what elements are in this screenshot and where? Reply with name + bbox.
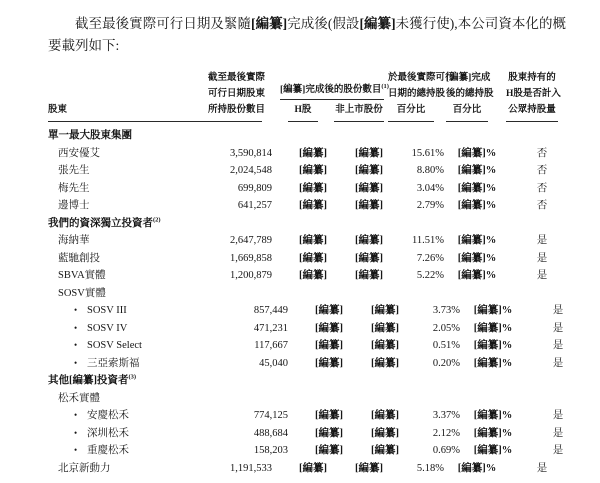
redacted-token: [編纂] <box>251 16 288 31</box>
header-line: 股東持有的 <box>508 73 556 83</box>
shares-held-cell: 2,647,789 <box>230 235 272 246</box>
shareholder-name-cell <box>48 180 218 198</box>
shareholder-name-cell <box>48 267 218 285</box>
table-row <box>48 197 588 215</box>
table-row <box>48 372 588 390</box>
table-row <box>48 337 588 355</box>
shareholder-name: 梅先生 <box>58 182 90 194</box>
header-group-text: [編纂]完成後的股份數目 <box>280 85 382 95</box>
table-row <box>48 460 588 478</box>
header-pct-after <box>446 70 494 122</box>
h-shares-cell: [編纂] <box>299 165 327 176</box>
unlisted-shares-cell: [編纂] <box>355 270 383 281</box>
pct-now-cell: 11.51% <box>412 235 444 246</box>
table-row <box>48 390 588 408</box>
header-unlisted-shares: 非上市股份 <box>334 102 384 122</box>
h-shares-cell: [編纂] <box>315 340 343 351</box>
unlisted-shares-cell: [編纂] <box>355 462 383 474</box>
pct-now-cell: 3.37% <box>432 410 460 421</box>
public-float-cell: 是 <box>552 410 564 421</box>
table-row <box>48 425 588 443</box>
pct-now-cell: 5.18% <box>416 462 444 474</box>
bullet-icon: • <box>74 357 78 368</box>
header-subcolumns <box>280 100 384 122</box>
h-shares-cell: [編纂] <box>315 445 343 456</box>
shareholder-name: 重慶松禾 <box>87 445 129 456</box>
public-float-cell: 是 <box>552 305 564 316</box>
public-float-cell: 是 <box>536 462 548 474</box>
unlisted-shares-cell: [編纂] <box>355 252 383 264</box>
redacted-token: [編纂] <box>359 16 396 31</box>
shares-held-cell: 2,024,548 <box>230 165 272 176</box>
header-shares-held <box>208 70 266 122</box>
shareholder-name-cell <box>48 320 234 338</box>
table-header <box>48 70 588 122</box>
shareholder-name-cell <box>48 390 218 408</box>
bullet-icon: • <box>74 340 78 350</box>
header-line: 所持股份數目 <box>208 105 266 115</box>
unlisted-shares-cell: [編纂] <box>371 410 399 421</box>
h-shares-cell: [編纂] <box>299 270 327 281</box>
pct-after-cell: [編纂]% <box>473 410 513 421</box>
unlisted-shares-cell: [編纂] <box>355 147 383 159</box>
h-shares-cell: [編纂] <box>299 252 327 264</box>
pct-after-cell: [編纂]% <box>457 147 497 159</box>
shareholder-name: 深圳松禾 <box>87 427 129 439</box>
table-row <box>48 355 588 373</box>
public-float-cell: 是 <box>536 235 548 246</box>
shareholder-name: SOSV Select <box>87 340 142 351</box>
shareholder-name-cell <box>48 145 218 163</box>
shareholder-name-cell <box>48 425 234 443</box>
pct-after-cell: [編纂]% <box>473 427 513 439</box>
intro-paragraph <box>48 13 566 56</box>
shareholder-name-cell <box>48 407 234 425</box>
table-row <box>48 442 588 460</box>
shareholder-name-cell <box>48 162 218 180</box>
pct-after-cell: [編纂]% <box>473 340 513 351</box>
header-line: 可行日期股東 <box>208 89 266 99</box>
header-public-float <box>506 70 561 122</box>
pct-now-cell: 0.20% <box>432 357 460 369</box>
shares-held-cell: 45,040 <box>259 357 288 369</box>
header-line: H股是否計入 <box>506 89 561 99</box>
pct-now-cell: 2.05% <box>432 322 460 334</box>
footnote-marker: (3) <box>128 373 137 381</box>
shareholder-name-cell <box>48 232 218 250</box>
pct-now-cell: 0.51% <box>432 340 460 351</box>
header-h-shares: H股 <box>288 102 318 122</box>
public-float-cell: 是 <box>536 270 548 281</box>
bullet-icon: • <box>74 322 78 333</box>
unlisted-shares-cell: [編纂] <box>371 357 399 369</box>
public-float-cell: 是 <box>552 445 564 456</box>
header-line: 截至最後實際 <box>208 73 266 83</box>
unlisted-shares-cell: [編纂] <box>371 445 399 456</box>
table-row <box>48 302 588 320</box>
pct-now-cell: 3.73% <box>432 305 460 316</box>
pct-now-cell: 2.12% <box>432 427 460 439</box>
bullet-icon: • <box>74 427 78 438</box>
shareholder-name: 安慶松禾 <box>87 410 129 421</box>
h-shares-cell: [編纂] <box>299 462 327 474</box>
h-shares-cell: [編纂] <box>315 305 343 316</box>
header-line: 百分比 <box>452 105 482 115</box>
header-line: 公眾持股量 <box>508 105 556 115</box>
header-group-label <box>280 82 389 100</box>
shares-held-cell: 488,684 <box>253 427 288 439</box>
table-row <box>48 162 588 180</box>
unlisted-shares-cell: [編纂] <box>355 200 383 211</box>
shares-held-cell: 117,667 <box>254 340 288 351</box>
shareholder-name: SOSV IV <box>87 322 128 334</box>
shareholder-name: 張先生 <box>58 165 90 176</box>
pct-after-cell: [編纂]% <box>473 305 513 316</box>
unlisted-shares-cell: [編纂] <box>371 340 399 351</box>
h-shares-cell: [編纂] <box>299 147 327 159</box>
header-pct-now <box>388 70 455 122</box>
pct-after-cell: [編纂]% <box>457 165 497 176</box>
h-shares-cell: [編纂] <box>315 357 343 369</box>
shareholder-name: 松禾實體 <box>58 392 100 404</box>
shares-held-cell: 3,590,814 <box>230 147 272 159</box>
table-row <box>48 232 588 250</box>
shareholder-name: SOSV實體 <box>58 287 106 299</box>
unlisted-shares-cell: [編纂] <box>355 165 383 176</box>
header-shares-after-group <box>280 82 389 122</box>
unlisted-shares-cell: [編纂] <box>371 427 399 439</box>
h-shares-cell: [編纂] <box>315 427 343 439</box>
bullet-icon: • <box>74 445 78 455</box>
shareholder-name: 西安優艾 <box>58 147 100 159</box>
shareholder-name: 北京新動力 <box>58 462 111 474</box>
pct-after-cell: [編纂]% <box>457 462 497 474</box>
shareholder-name-cell <box>48 355 234 373</box>
table-row <box>48 127 588 145</box>
shareholder-name-cell <box>48 215 208 233</box>
pct-now-cell: 2.79% <box>416 200 444 211</box>
shares-held-cell: 641,257 <box>237 200 272 211</box>
shareholder-name: SOSV III <box>87 305 127 316</box>
shareholder-name: 我們的資深獨立投資者 <box>48 217 153 229</box>
shares-held-cell: 774,125 <box>253 410 288 421</box>
pct-now-cell: 3.04% <box>416 182 444 194</box>
public-float-cell: 是 <box>552 322 564 334</box>
table-body <box>48 127 588 477</box>
bullet-icon: • <box>74 410 78 420</box>
shareholder-name: 海納華 <box>58 235 90 246</box>
table-row <box>48 285 588 303</box>
bullet-icon: • <box>74 305 78 315</box>
pct-now-cell: 8.80% <box>416 165 444 176</box>
shareholder-name: 藍馳創投 <box>58 252 100 264</box>
pct-after-cell: [編纂]% <box>457 252 497 264</box>
intro-text: 完成後(假設 <box>287 16 360 31</box>
public-float-cell: 否 <box>536 147 548 159</box>
h-shares-cell: [編纂] <box>315 322 343 334</box>
capitalization-table <box>48 70 588 477</box>
shareholder-name: 單一最大股東集團 <box>48 130 132 141</box>
pct-after-cell: [編纂]% <box>457 200 497 211</box>
shareholder-name-cell <box>48 372 208 390</box>
public-float-cell: 是 <box>552 340 564 351</box>
table-row <box>48 180 588 198</box>
unlisted-shares-cell: [編纂] <box>355 235 383 246</box>
pct-after-cell: [編纂]% <box>473 445 513 456</box>
h-shares-cell: [編纂] <box>299 200 327 211</box>
intro-text: 截至最後實際可行日期及緊隨 <box>75 16 252 31</box>
shares-held-cell: 471,231 <box>253 322 288 334</box>
pct-now-cell: 5.22% <box>416 270 444 281</box>
shares-held-cell: 857,449 <box>253 305 288 316</box>
public-float-cell: 否 <box>536 165 548 176</box>
shares-held-cell: 1,191,533 <box>230 462 272 474</box>
pct-after-cell: [編纂]% <box>473 322 513 334</box>
unlisted-shares-cell: [編纂] <box>355 182 383 194</box>
h-shares-cell: [編纂] <box>299 235 327 246</box>
pct-now-cell: 7.26% <box>416 252 444 264</box>
shareholder-name-cell <box>48 337 234 355</box>
header-line: 後的總持股 <box>446 89 494 99</box>
pct-after-cell: [編纂]% <box>457 235 497 246</box>
table-row <box>48 320 588 338</box>
shares-held-cell: 699,809 <box>237 182 272 194</box>
shareholder-name-cell <box>48 127 208 145</box>
pct-now-cell: 0.69% <box>432 445 460 456</box>
shares-held-cell: 158,203 <box>253 445 288 456</box>
public-float-cell: 是 <box>552 357 564 369</box>
pct-after-cell: [編纂]% <box>473 357 513 369</box>
shares-held-cell: 1,200,879 <box>230 270 272 281</box>
unlisted-shares-cell: [編纂] <box>371 305 399 316</box>
header-line: 百分比 <box>396 105 426 115</box>
h-shares-cell: [編纂] <box>315 410 343 421</box>
intro-text: 未獲行使),本公司資本化的概要載列如下: <box>48 16 567 53</box>
public-float-cell: 否 <box>536 200 548 211</box>
shareholder-name-cell <box>48 285 218 303</box>
shareholder-name-cell <box>48 197 218 215</box>
footnote-marker: (2) <box>153 216 161 223</box>
h-shares-cell: [編纂] <box>299 182 327 194</box>
header-line: [編纂]完成 <box>446 73 491 83</box>
public-float-cell: 是 <box>552 427 564 439</box>
header-line: 日期的總持股 <box>388 89 446 99</box>
shareholder-name-cell <box>48 442 234 460</box>
public-float-cell: 是 <box>536 252 548 264</box>
header-shareholder <box>48 102 208 122</box>
shareholder-name: 邊博士 <box>58 200 90 211</box>
table-row <box>48 267 588 285</box>
shareholder-name: 其他[編纂]投資者 <box>48 375 129 386</box>
shareholder-name: SBVA實體 <box>58 270 106 281</box>
header-shareholder-label: 股東 <box>48 105 68 115</box>
table-row <box>48 407 588 425</box>
pct-after-cell: [編纂]% <box>457 182 497 194</box>
shares-held-cell: 1,669,858 <box>230 252 272 264</box>
unlisted-shares-cell: [編纂] <box>371 322 399 334</box>
footnote-1-marker: (1) <box>381 82 389 90</box>
header-line: 於最後實際可行 <box>388 73 455 83</box>
shareholder-name-cell <box>48 460 218 478</box>
table-row <box>48 145 588 163</box>
pct-now-cell: 15.61% <box>411 147 444 159</box>
table-row <box>48 215 588 233</box>
shareholder-name-cell <box>48 302 234 320</box>
table-row <box>48 250 588 268</box>
pct-after-cell: [編纂]% <box>457 270 497 281</box>
shareholder-name-cell <box>48 250 218 268</box>
shareholder-name: 三亞索斯福 <box>87 357 140 369</box>
public-float-cell: 否 <box>536 182 548 194</box>
